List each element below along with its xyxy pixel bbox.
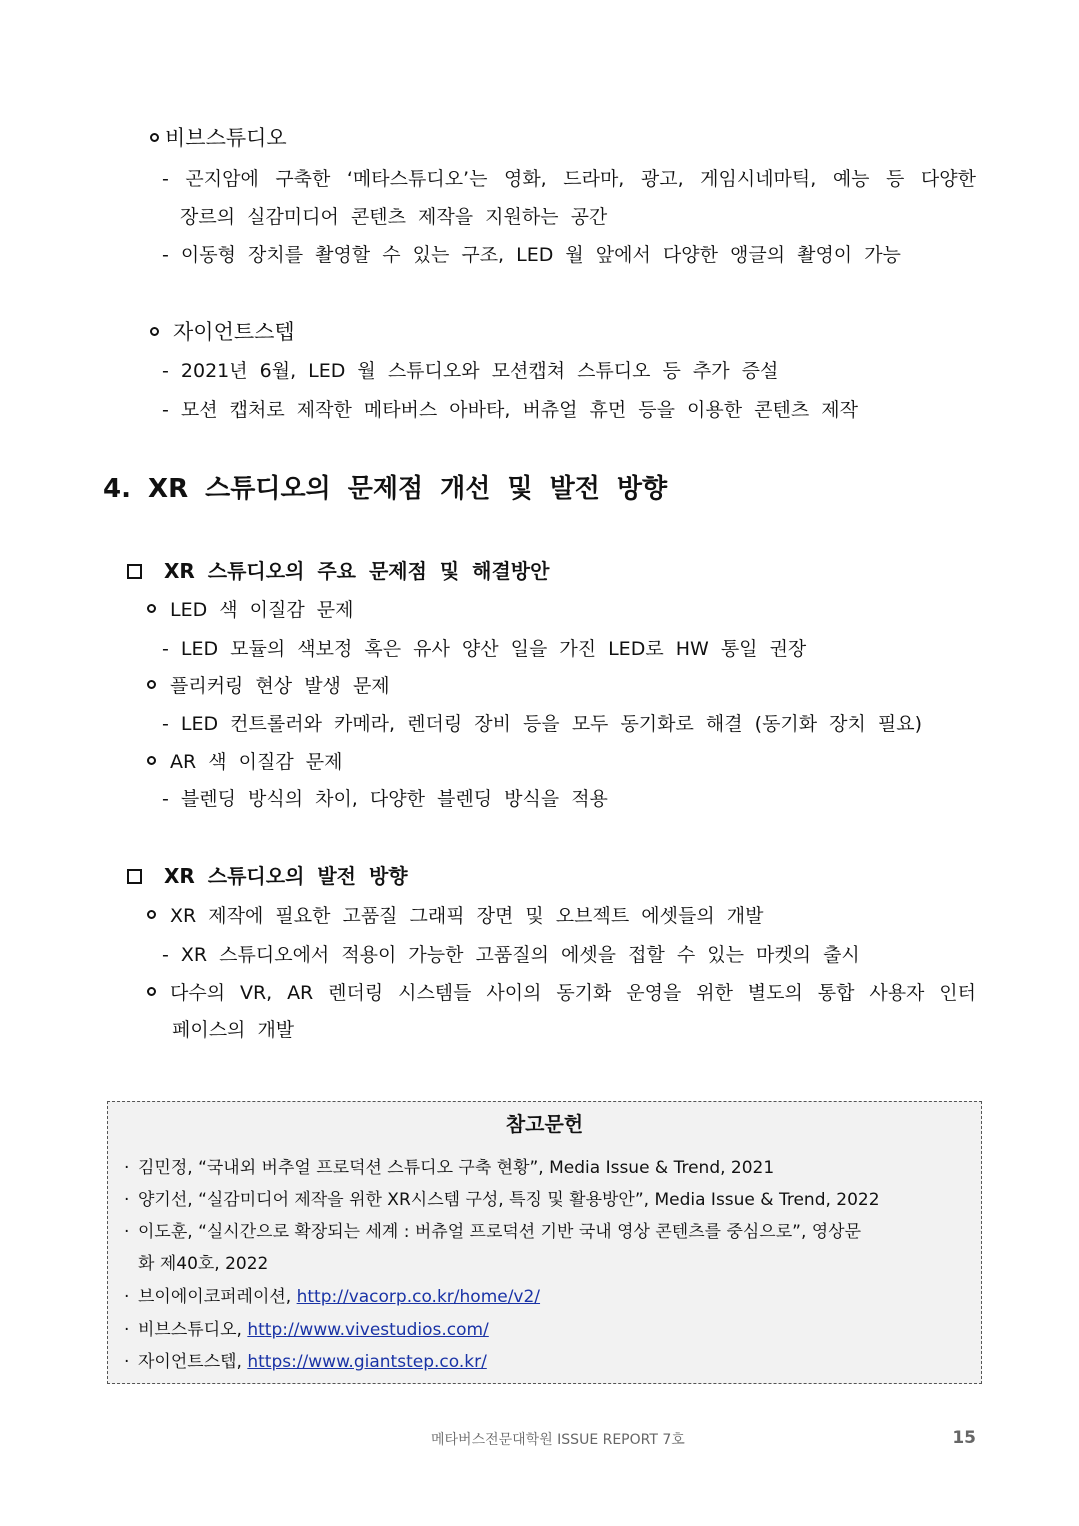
problem-detail: - LED 모듈의 색보정 혹은 유사 양산 일을 가진 LED로 HW 통일 권장	[162, 638, 807, 660]
reference-link-item: · 브이에이코퍼레이션, http://vacorp.co.kr/home/v2/	[124, 1287, 541, 1307]
circle-bullet-icon	[150, 327, 159, 336]
circle-bullet-icon	[147, 910, 156, 919]
org2-item: - 2021년 6월, LED 월 스튜디오와 모션캡쳐 스튜디오 등 추가 증설	[162, 360, 779, 382]
subsection-title-direction: XR 스튜디오의 발전 방향	[127, 862, 408, 890]
reference-item: · 김민정, “국내외 버추얼 프로덕션 스튜디오 구축 현황”, Media Issue & Trend, 2021	[124, 1158, 775, 1178]
references-title: 참고문헌	[505, 1112, 584, 1136]
subsection-title-problems: XR 스튜디오의 주요 문제점 및 해결방안	[127, 557, 549, 585]
footer-text: 메타버스전문대학원 ISSUE REPORT 7호	[431, 1432, 685, 1448]
org-heading-giantstep: 자이언트스텝	[150, 318, 295, 346]
page-number: 15	[952, 1428, 976, 1448]
org1-item-cont: 장르의 실감미디어 콘텐츠 제작을 지원하는 공간	[180, 206, 608, 228]
direction-detail: - XR 스튜디오에서 적용이 가능한 고품질의 에셋을 접할 수 있는 마켓의 출시	[162, 944, 860, 966]
reference-link[interactable]: http://vacorp.co.kr/home/v2/	[296, 1287, 541, 1307]
circle-bullet-icon	[147, 604, 156, 613]
reference-link-item: · 비브스튜디오, http://www.vivestudios.com/	[124, 1320, 489, 1340]
circle-bullet-icon	[150, 133, 159, 142]
reference-link[interactable]: https://www.giantstep.co.kr/	[247, 1352, 487, 1372]
direction-point-cont: 페이스의 개발	[172, 1019, 295, 1041]
org2-item: - 모션 캡처로 제작한 메타버스 아바타, 버츄얼 휴먼 등을 이용한 콘텐츠 제작	[162, 399, 858, 421]
references-box	[107, 1101, 982, 1384]
square-bullet-icon	[127, 869, 142, 884]
problem-detail: - LED 컨트롤러와 카메라, 렌더링 장비 등을 모두 동기화로 해결 (동기화 장치 필요)	[162, 713, 923, 735]
section-title: 4. XR 스튜디오의 문제점 개선 및 발전 방향	[103, 474, 668, 504]
problem-point: 플리커링 현상 발생 문제	[147, 673, 390, 699]
circle-bullet-icon	[147, 756, 156, 765]
reference-item: · 양기선, “실감미디어 제작을 위한 XR시스템 구성, 특징 및 활용방안”, Media Issue & Trend, 2022	[124, 1190, 880, 1210]
direction-point: XR 제작에 필요한 고품질 그래픽 장면 및 오브젝트 에셋들의 개발	[147, 903, 763, 929]
problem-point: LED 색 이질감 문제	[147, 597, 353, 623]
square-bullet-icon	[127, 564, 142, 579]
problem-point: AR 색 이질감 문제	[147, 749, 342, 775]
problem-detail: - 블렌딩 방식의 차이, 다양한 블렌딩 방식을 적용	[162, 788, 608, 810]
org1-item: - 곤지암에 구축한 ‘메타스튜디오’는 영화, 드라마, 광고, 게임시네마틱, 예능 등 다양한	[162, 168, 976, 190]
reference-item: · 이도훈, “실시간으로 확장되는 세계 : 버츄얼 프로덕션 기반 국내 영상 콘텐츠를 중심으로”, 영상문	[124, 1222, 862, 1242]
org1-item: - 이동형 장치를 촬영할 수 있는 구조, LED 월 앞에서 다양한 앵글의 촬영이 가능	[162, 244, 901, 266]
circle-bullet-icon	[147, 680, 156, 689]
direction-point: 다수의 VR, AR 렌더링 시스템들 사이의 동기화 운영을 위한 별도의 통합 사용자 인터	[147, 980, 976, 1006]
reference-link[interactable]: http://www.vivestudios.com/	[247, 1320, 489, 1340]
circle-bullet-icon	[147, 987, 156, 996]
reference-link-item: · 자이언트스텝, https://www.giantstep.co.kr/	[124, 1352, 487, 1372]
reference-item-cont: 화 제40호, 2022	[138, 1254, 269, 1274]
org-heading-vive: 비브스튜디오	[150, 124, 287, 152]
